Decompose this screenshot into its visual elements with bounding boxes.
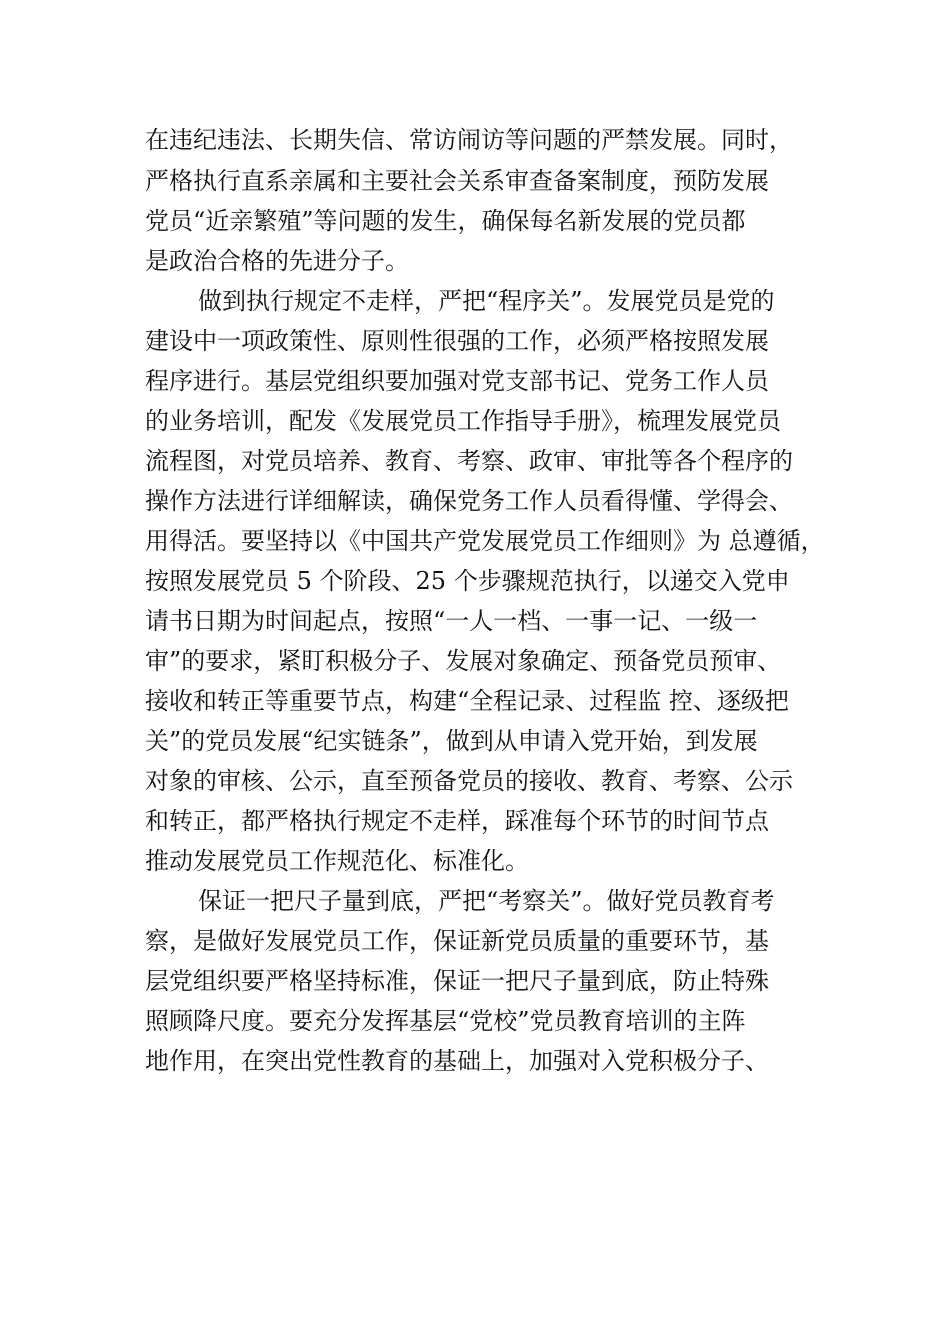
text-line: 流程图，对党员培养、教育、考察、政审、审批等各个程序的 (145, 447, 793, 475)
text-line: 是政治合格的先进分子。 (145, 247, 409, 275)
text-line: 请书日期为时间起点，按照“一人一档、一事一记、一级一 (145, 607, 758, 635)
text-line: 地作用，在突出党性教育的基础上，加强对入党积极分子、 (145, 1047, 769, 1075)
paragraph-start-line: 保证一把尺子量到底，严把“考察关”。做好党员教育考 (198, 887, 775, 915)
paragraph-start-line: 做到执行规定不走样，严把“程序关”。发展党员是党的 (198, 287, 775, 315)
text-line: 程序进行。基层党组织要加强对党支部书记、党务工作人员 (145, 367, 769, 395)
text-line: 建设中一项政策性、原则性很强的工作，必须严格按照发展 (145, 327, 769, 355)
text-line: 察，是做好发展党员工作，保证新党员质量的重要环节，基 (145, 927, 769, 955)
text-line: 推动发展党员工作规范化、标准化。 (145, 847, 529, 875)
text-line: 严格执行直系亲属和主要社会关系审查备案制度，预防发展 (145, 167, 769, 195)
text-line: 关”的党员发展“纪实链条”，做到从申请入党开始，到发展 (145, 727, 758, 755)
text-line: 对象的审核、公示，直至预备党员的接收、教育、考察、公示 (145, 767, 793, 795)
text-line: 在违纪违法、长期失信、常访闹访等问题的严禁发展。同时， (145, 126, 793, 154)
text-line: 照顾降尺度。要充分发挥基层“党校”党员教育培训的主阵 (145, 1007, 746, 1035)
text-line: 按照发展党员 5 个阶段、25 个步骤规范执行，以递交入党申 (145, 567, 790, 595)
text-line: 的业务培训，配发《发展党员工作指导手册》，梳理发展党员 (145, 407, 781, 435)
text-line: 操作方法进行详细解读，确保党务工作人员看得懂、学得会、 (145, 487, 793, 515)
text-line: 党员“近亲繁殖”等问题的发生，确保每名新发展的党员都 (145, 207, 746, 235)
text-line: 用得活。要坚持以《中国共产党发展党员工作细则》为 总遵循， (145, 527, 825, 555)
text-line: 审”的要求，紧盯积极分子、发展对象确定、预备党员预审、 (145, 647, 782, 675)
text-line: 层党组织要严格坚持标准，保证一把尺子量到底，防止特殊 (145, 967, 769, 995)
text-line: 和转正，都严格执行规定不走样，踩准每个环节的时间节点 (145, 807, 769, 835)
text-line: 接收和转正等重要节点，构建“全程记录、过程监 控、逐级把 (145, 687, 789, 715)
